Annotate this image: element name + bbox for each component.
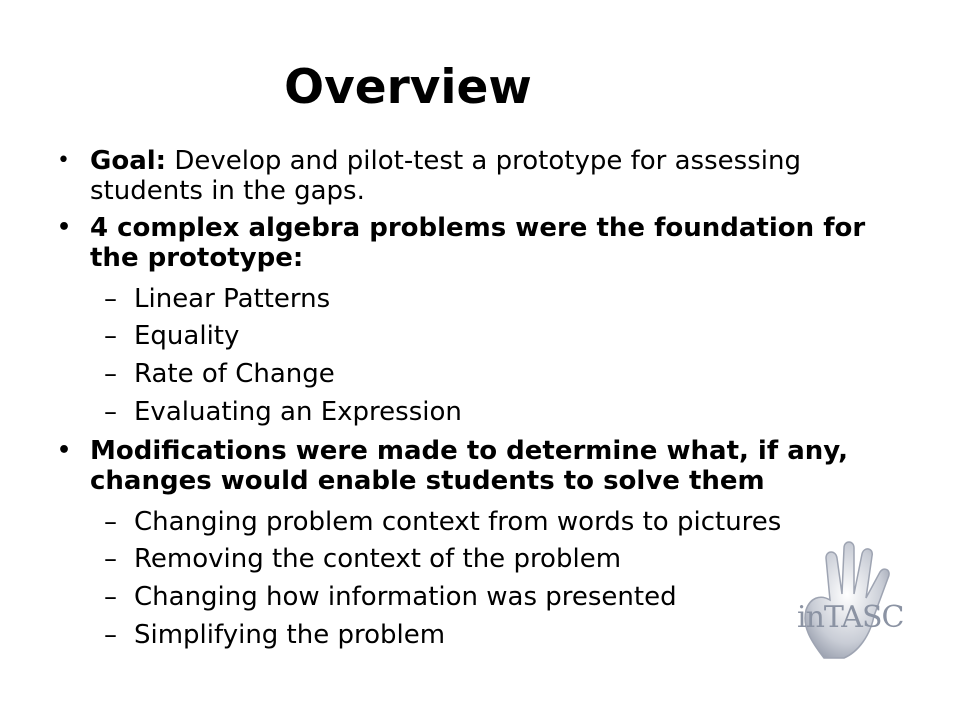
subitem: [104, 284, 330, 314]
bullet-modifications: [57, 436, 920, 496]
bullet-dot: •: [57, 438, 72, 463]
subitem-text: Evaluating an Expression: [134, 397, 462, 427]
subitem-text: Linear Patterns: [134, 284, 331, 314]
subitem: [104, 582, 677, 612]
dash: –: [104, 544, 117, 574]
bullet-problems: [57, 213, 920, 273]
subitem-text: Simplifying the problem: [134, 620, 446, 650]
bullet-problems-text: 4 complex algebra problems were the foundation for the prototype:: [90, 213, 866, 273]
subitem-text: Changing how information was presented: [134, 582, 677, 612]
logo-text: inTASC: [797, 600, 904, 635]
subitem: [104, 359, 335, 389]
subitem: [104, 397, 462, 427]
bullet-dot: •: [57, 148, 70, 173]
bullet-modifications-text: Modifications were made to determine what, if any, changes would enable students to solve them: [90, 436, 849, 496]
bullet-goal-label: Goal:: [90, 146, 167, 176]
bullet-dot: •: [57, 215, 72, 240]
dash: –: [104, 397, 117, 427]
dash: –: [104, 359, 117, 389]
subitem-text: Removing the context of the problem: [134, 544, 622, 574]
subitem-text: Rate of Change: [134, 359, 335, 389]
subitem: [104, 507, 781, 537]
subitem-text: Equality: [134, 321, 240, 351]
bullet-goal: [57, 146, 920, 206]
dash: –: [104, 321, 117, 351]
bullet-goal-text: Develop and pilot-test a prototype for assessing students in the gaps.: [90, 146, 801, 206]
dash: –: [104, 507, 117, 537]
subitem: [104, 620, 445, 650]
dash: –: [104, 582, 117, 612]
dash: –: [104, 284, 117, 314]
dash: –: [104, 620, 117, 650]
subitem: [104, 544, 621, 574]
slide-title: Overview: [284, 60, 532, 115]
subitem-text: Changing problem context from words to pictures: [134, 507, 782, 537]
subitem: [104, 321, 239, 351]
